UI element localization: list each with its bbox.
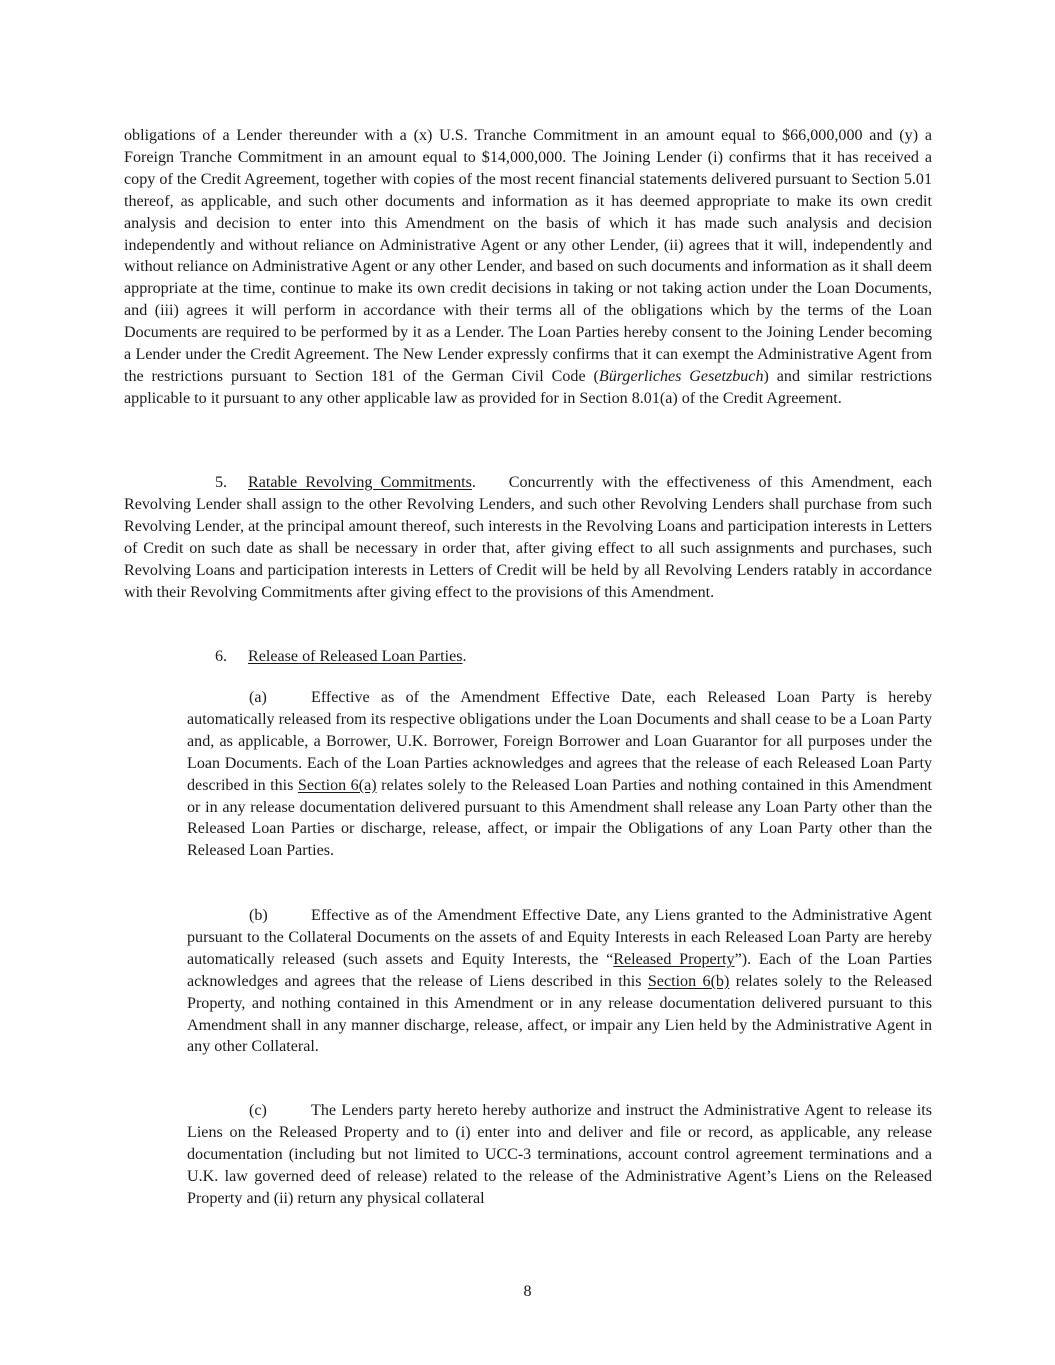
section-6a-label: (a): [249, 689, 267, 706]
section-6-heading-line: [124, 646, 932, 668]
section-6b-reference: Section 6(b): [647, 972, 730, 990]
section-5-paragraph: [124, 472, 932, 603]
continuation-text-end: ) and similar restrictions applicable to it pursuant to any other applicable law as provided for in Section 8.01(a) of the Credit Agreement.: [124, 367, 933, 407]
german-civil-code-italic: Bürgerliches Gesetzbuch: [598, 367, 764, 385]
section-6a-text: Effective as of the Amendment Effective Date, each Released Loan Party is hereby automatically released from its respective obligations under the Loan Documents and shall cease to be a Loan Party and, as applicable, a Borrower, U.K. Borrower, Foreign Borrower and Loan Guarantor for all purposes under the Loan Documents. Each of the Loan Parties acknowledges and agrees that the release of each Released Loan Party described in this: [187, 689, 932, 794]
section-6b-text-end: relates solely to the Released Property, and nothing contained in this Amendment or in any release documentation delivered pursuant to this Amendment shall in any manner discharge, release, affect, or impair any Lien held by the Administrative Agent in any other Collateral.: [187, 972, 933, 1056]
section-6b-text-middle: ”). Each of the Loan Parties acknowledges and agrees that the release of Liens described in this: [187, 950, 932, 990]
released-property-defined-term: Released Property: [613, 950, 735, 968]
page-number: 8: [523, 1283, 532, 1300]
section-5-heading: Ratable Revolving Commitments: [248, 474, 472, 491]
section-6b-text: Effective as of the Amendment Effective Date, any Liens granted to the Administrative Agent pursuant to the Collateral Documents on the assets of and Equity Interests in each Released Loan Party are hereby automatically released (such assets and Equity Interests, the “: [187, 907, 932, 968]
section-5-body: Concurrently with the effectiveness of this Amendment, each Revolving Lender shall assign to the other Revolving Lenders, and such other Revolving Lenders shall purchase from such Revolving Lender, at the principal amount thereof, such interests in the Revolving Loans and participation interests in Letters of Credit on such date as shall be necessary in order that, after giving effect to all such assignments and purchases, such Revolving Loans and participation interests in Letters of Credit will be held by all Revolving Lenders ratably in accordance with their Revolving Commitments after giving effect to the provisions of this Amendment.: [124, 474, 933, 601]
section-6a-paragraph: [187, 687, 932, 862]
section-6-heading-period: .: [462, 648, 467, 665]
section-6c-text: The Lenders party hereto hereby authorize and instruct the Administrative Agent to release its Liens on the Released Property and to (i) enter into and deliver and file or record, as applicable, any release documentation (including but not limited to UCC-3 terminations, account control agreement terminations and a U.K. law governed deed of release) related to the release of the Administrative Agent’s Liens on the Released Property and (ii) return any physical collateral: [187, 1102, 932, 1207]
section-6c-label: (c): [249, 1102, 267, 1119]
section-5-heading-period: .: [471, 474, 476, 491]
continuation-paragraph: [124, 125, 932, 410]
section-6c-paragraph: [187, 1100, 932, 1210]
section-6a-text-end: relates solely to the Released Loan Parties and nothing contained in this Amendment or in any release documentation delivered pursuant to this Amendment shall release any Loan Party other than the Released Loan Parties or discharge, release, affect, or impair the Obligations of any Loan Party other than the Released Loan Parties.: [187, 776, 932, 860]
section-6-heading: Release of Released Loan Parties: [248, 648, 463, 665]
section-6b-paragraph: [187, 905, 932, 1058]
section-6b-label: (b): [249, 907, 268, 924]
continuation-text: obligations of a Lender thereunder with a (x) U.S. Tranche Commitment in an amount equal to $66,000,000 and (y) a Foreign Tranche Commitment in an amount equal to $14,000,000. The Joining Lender (i) confirms that it has received a copy of the Credit Agreement, together with copies of the most recent financial statements delivered pursuant to Section 5.01 thereof, as applicable, and such other documents and information as it has deemed appropriate to make its own credit analysis and decision to enter into this Amendment on the basis of which it has made such analysis and decision independently and without reliance on Administrative Agent or any other Lender, (ii) agrees that it will, independently and without reliance on Administrative Agent or any other Lender, and based on such documents and information as it shall deem appropriate at the time, continue to make its own credit decisions in taking or not taking action under the Loan Documents, and (iii) agrees it will perform in accordance with their terms all of the obligations which by the terms of the Loan Documents are required to be performed by it as a Lender. The Loan Parties hereby consent to the Joining Lender becoming a Lender under the Credit Agreement. The New Lender expressly confirms that it can exempt the Administrative Agent from the restrictions pursuant to Section 181 of the German Civil Code (: [124, 127, 932, 385]
section-5-number: 5.: [215, 474, 228, 491]
section-6a-reference: Section 6(a): [297, 776, 377, 794]
section-6-number: 6.: [215, 648, 228, 665]
